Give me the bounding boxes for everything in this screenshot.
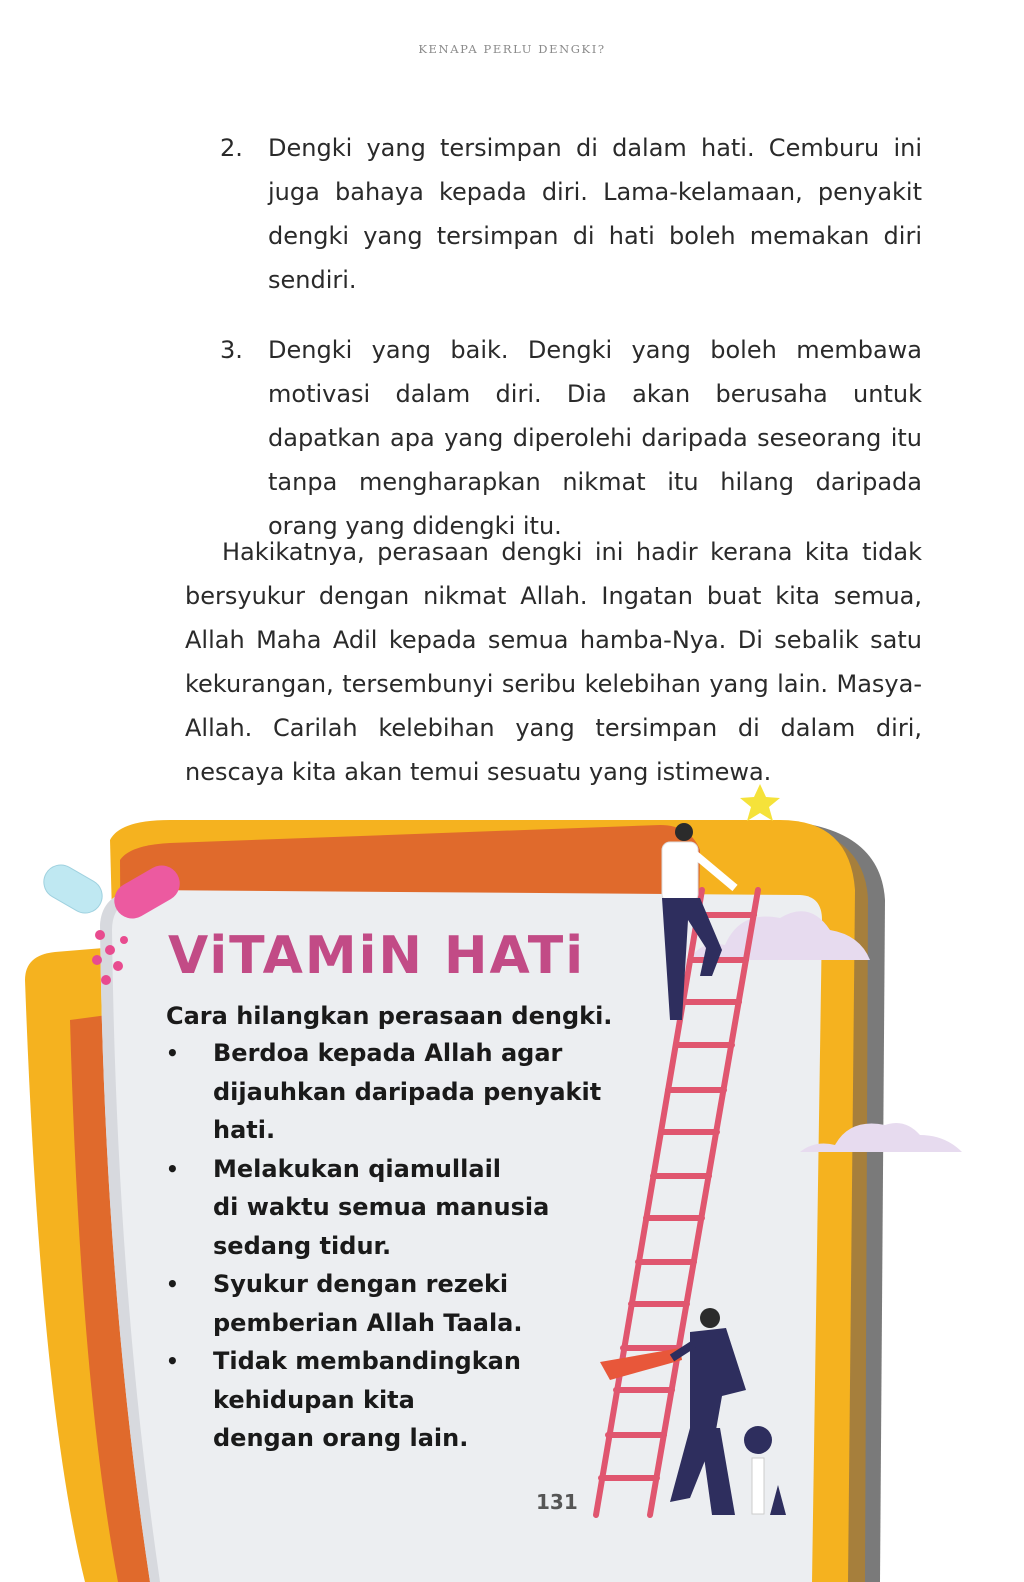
list-item [166,1034,666,1150]
list-item [166,1342,666,1458]
body-paragraph: Hakikatnya, perasaan dengki ini hadir kerana kita tidak bersyukur dengan nikmat Allah. Ingatan buat kita semua, Allah Maha Adil kepada semua hamba-Nya. Di sebalik satu kekurangan, tersembunyi seribu kelebihan yang lain. Masya-Allah. Carilah kelebihan yang tersimpan di dalam diri, nescaya kita akan temui sesuatu yang istimewa. [185,538,922,786]
list-item [220,328,922,548]
list-number: 3. [220,336,243,364]
bullet: • [166,1272,179,1296]
list-text: Dengki yang baik. Dengki yang boleh membawa motivasi dalam diri. Dia akan berusaha untuk dapatkan apa yang diperolehi daripada seseorang itu tanpa mengharapkan nikmat itu hilang daripada orang yang didengki itu. [268,336,922,540]
tips-list [166,1034,666,1458]
list-item [166,1265,666,1342]
numbered-list [220,126,922,574]
vitamin-box-title: ViTAMiN HATi [168,926,586,986]
tip-text: Melakukan qiamullail di waktu semua manusia sedang tidur. [213,1154,550,1260]
tip-text: Syukur dengan rezeki pemberian Allah Taala. [213,1270,523,1337]
tip-text: Tidak membandingkan kehidupan kita dengan orang lain. [213,1347,521,1452]
bullet: • [166,1041,179,1065]
bullet: • [166,1349,179,1373]
list-text: Dengki yang tersimpan di dalam hati. Cemburu ini juga bahaya kepada diri. Lama-kelamaan, penyakit dengki yang tersimpan di hati boleh memakan diri sendiri. [268,134,922,294]
vitamin-box-lead: Cara hilangkan perasaan dengki. [166,1002,613,1030]
list-item [166,1150,666,1266]
star-icon [740,784,780,821]
list-item [220,126,922,302]
bullet: • [166,1156,179,1181]
tip-text: Berdoa kepada Allah agar dijauhkan daripada penyakit hati. [213,1039,602,1144]
page-number: 131 [536,1490,578,1514]
running-head: KENAPA PERLU DENGKI? [418,42,606,56]
list-number: 2. [220,134,243,162]
